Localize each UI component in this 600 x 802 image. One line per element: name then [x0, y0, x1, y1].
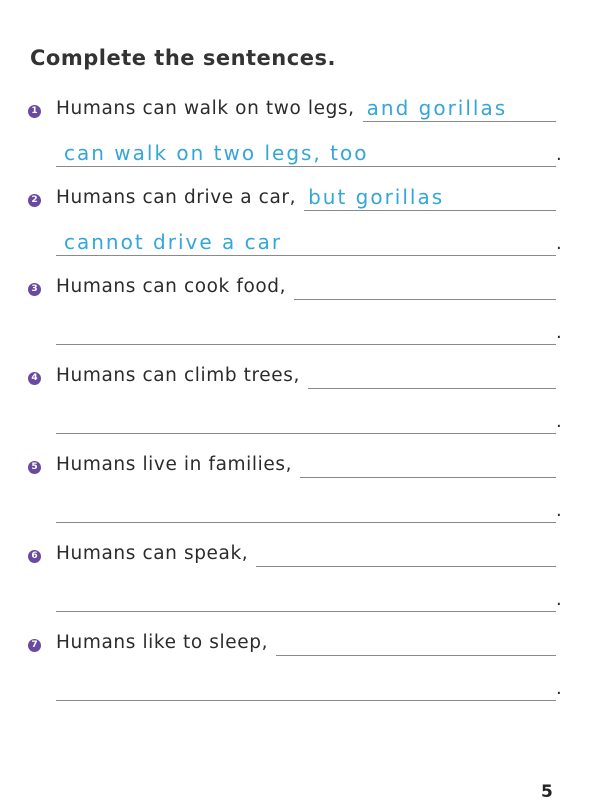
question-number-badge: 7	[28, 639, 41, 652]
question-first-row	[56, 96, 556, 122]
question-number-badge: 4	[28, 372, 41, 385]
page-number: 5	[541, 782, 553, 802]
question-first-row	[56, 452, 556, 478]
answer-line-1[interactable]	[308, 362, 556, 389]
question-prompt: Humans can cook food,	[56, 276, 287, 297]
answer-line-1[interactable]	[276, 629, 556, 656]
question-number-badge: 2	[28, 194, 41, 207]
answer-line-2[interactable]	[56, 140, 556, 167]
question-first-row	[56, 541, 556, 567]
question-number-badge: 6	[28, 550, 41, 563]
handwritten-answer: but gorillas	[308, 185, 445, 209]
question-prompt: Humans can drive a car,	[56, 187, 297, 208]
answer-line-1[interactable]	[294, 273, 556, 300]
sentence-period: .	[556, 678, 562, 699]
question-number-badge: 3	[28, 283, 41, 296]
sentence-period: .	[556, 322, 562, 343]
sentence-period: .	[556, 500, 562, 521]
question-4	[0, 363, 600, 443]
sentence-period: .	[556, 411, 562, 432]
handwritten-answer: and gorillas	[366, 96, 508, 120]
worksheet-title: Complete the sentences.	[30, 46, 336, 70]
answer-line-1[interactable]	[304, 184, 556, 211]
answer-line-1[interactable]	[300, 451, 556, 478]
answer-line-1[interactable]	[363, 95, 556, 122]
question-number-badge: 1	[28, 105, 41, 118]
question-2	[0, 185, 600, 265]
question-7	[0, 630, 600, 710]
question-first-row	[56, 630, 556, 656]
question-1	[0, 96, 600, 176]
answer-line-2[interactable]	[56, 674, 556, 701]
question-number-badge: 5	[28, 461, 41, 474]
answer-line-2[interactable]	[56, 585, 556, 612]
sentence-period: .	[556, 144, 562, 165]
question-prompt: Humans like to sleep,	[56, 632, 269, 653]
answer-line-2[interactable]	[56, 496, 556, 523]
question-prompt: Humans can climb trees,	[56, 365, 300, 386]
sentence-period: .	[556, 233, 562, 254]
question-first-row	[56, 274, 556, 300]
question-prompt: Humans can speak,	[56, 543, 249, 564]
question-6	[0, 541, 600, 621]
question-3	[0, 274, 600, 354]
question-5	[0, 452, 600, 532]
question-prompt: Humans live in families,	[56, 454, 293, 475]
question-prompt: Humans can walk on two legs,	[56, 98, 355, 119]
question-first-row	[56, 363, 556, 389]
handwritten-answer: cannot drive a car	[64, 230, 283, 254]
answer-line-2[interactable]	[56, 407, 556, 434]
question-first-row	[56, 185, 556, 211]
sentence-period: .	[556, 589, 562, 610]
answer-line-2[interactable]	[56, 318, 556, 345]
answer-line-1[interactable]	[256, 540, 556, 567]
answer-line-2[interactable]	[56, 229, 556, 256]
handwritten-answer: can walk on two legs, too	[64, 141, 369, 165]
